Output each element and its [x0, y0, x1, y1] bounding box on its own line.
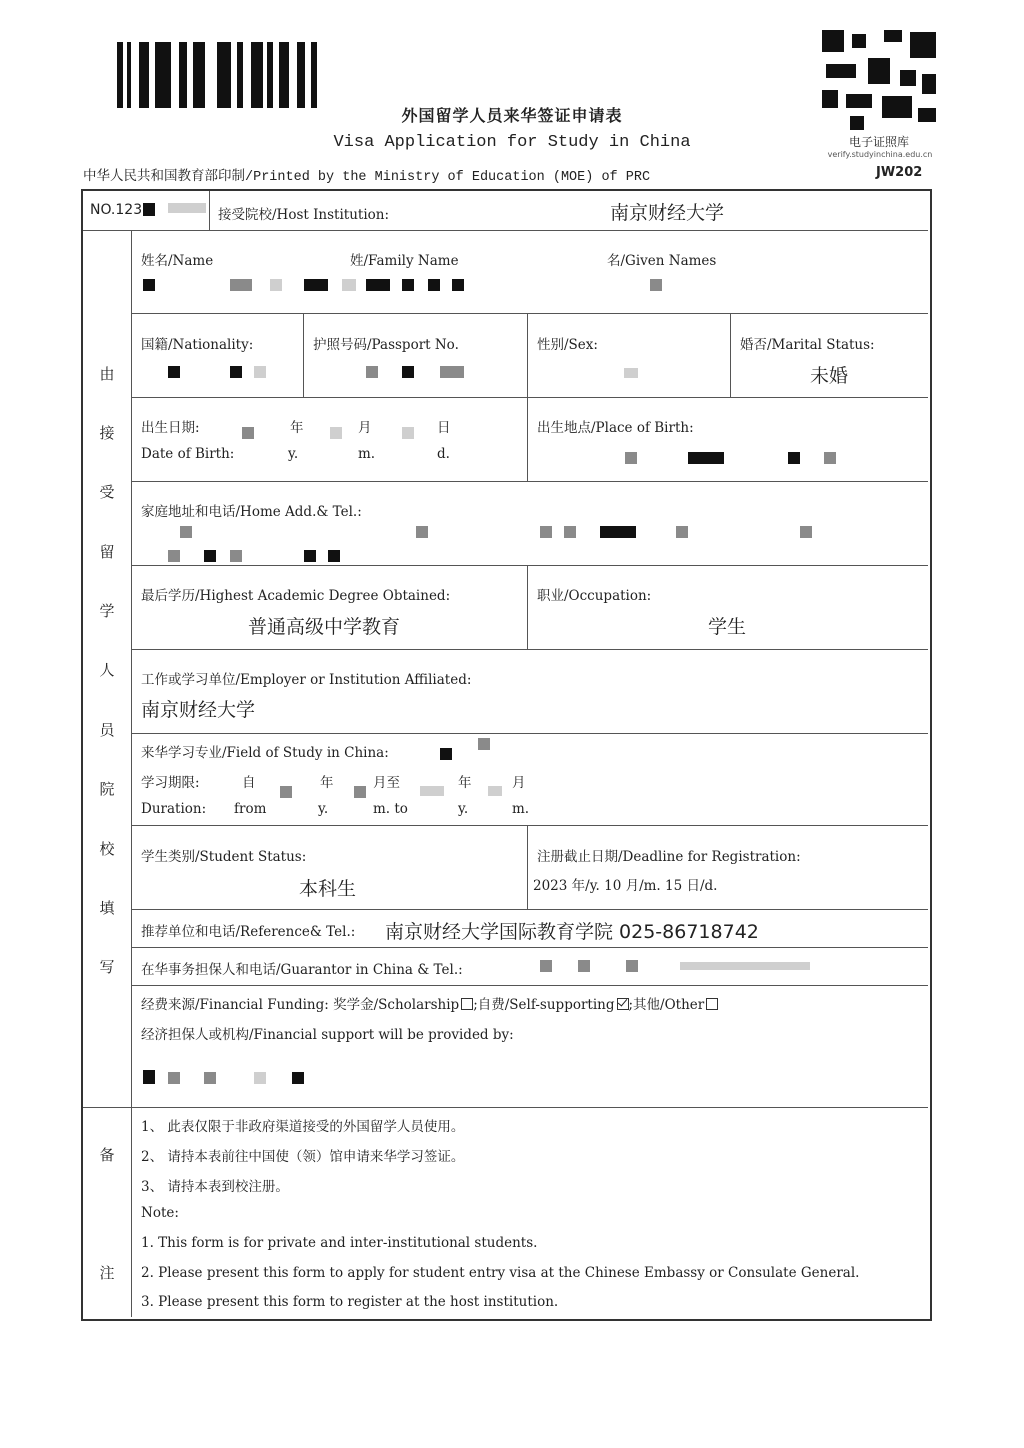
given-names-label: 名/Given Names — [607, 253, 717, 269]
reference-label: 推荐单位和电话/Reference& Tel.: — [141, 924, 356, 940]
deadline-value: 2023 年/y. 10 月/m. 15 日/d. — [533, 878, 718, 894]
dob-year-cn: 年 — [290, 420, 304, 436]
duration-y-1: y. — [318, 801, 329, 817]
occupation-value: 学生 — [708, 616, 747, 638]
notes-side-label-1: 备 — [99, 1146, 115, 1164]
duration-yue: 月 — [512, 775, 526, 791]
funding-option-scholarship: 奖学金/Scholarship — [333, 997, 460, 1013]
form-code: JW202 — [876, 165, 923, 180]
notes-side-label-2: 注 — [99, 1264, 115, 1282]
student-status-value: 本科生 — [299, 878, 357, 900]
note-line-5: 1. This form is for private and inter-institutional students. — [141, 1235, 538, 1251]
student-status-label: 学生类别/Student Status: — [141, 849, 307, 865]
family-name-label: 姓/Family Name — [350, 253, 459, 269]
form-title-chinese: 外国留学人员来华签证申请表 — [401, 106, 623, 125]
dob-day-cn: 日 — [437, 420, 451, 436]
qr-caption: 电子证照库 — [848, 135, 909, 149]
dob-month-cn: 月 — [358, 420, 372, 436]
side-label-4: 留 — [99, 543, 115, 561]
duration-nian-1: 年 — [320, 775, 334, 791]
sex-label: 性别/Sex: — [537, 337, 598, 353]
degree-label: 最后学历/Highest Academic Degree Obtained: — [141, 588, 451, 604]
degree-value: 普通高级中学教育 — [248, 616, 401, 638]
side-label-10: 填 — [99, 899, 115, 917]
note-line-3: 3、 请持本表到校注册。 — [141, 1179, 289, 1195]
nationality-label: 国籍/Nationality: — [141, 337, 254, 353]
printed-by-line: 中华人民共和国教育部印制/Printed by the Ministry of Education (MOE) of PRC — [83, 170, 651, 185]
note-line-2: 2、 请持本表前往中国使（领）馆申请来华学习签证。 — [141, 1149, 465, 1165]
host-institution-label: 接受院校/Host Institution: — [218, 207, 390, 223]
home-address-label: 家庭地址和电话/Home Add.& Tel.: — [141, 504, 362, 520]
duration-y-2: y. — [458, 801, 469, 817]
side-label-5: 学 — [99, 602, 115, 620]
scholarship-checkbox[interactable] — [461, 998, 473, 1010]
duration-from: from — [234, 801, 267, 817]
financial-funding-row — [141, 993, 718, 1013]
form-title-english: Visa Application for Study in China — [333, 133, 691, 152]
guarantor-label: 在华事务担保人和电话/Guarantor in China & Tel.: — [141, 962, 463, 978]
side-label-2: 接 — [99, 424, 115, 442]
side-label-7: 员 — [99, 721, 115, 739]
side-label-1: 由 — [99, 365, 115, 383]
dob-y: y. — [288, 446, 299, 462]
funding-option-other: ;其他/Other — [628, 997, 705, 1013]
field-of-study-label: 来华学习专业/Field of Study in China: — [141, 745, 389, 761]
side-label-8: 院 — [99, 780, 115, 798]
verify-url: verify.studyinchina.edu.cn — [827, 150, 933, 159]
financial-support-label: 经济担保人或机构/Financial support will be provided by: — [141, 1027, 514, 1043]
reference-value: 南京财经大学国际教育学院 025-86718742 — [385, 921, 759, 943]
note-line-6: 2. Please present this form to apply for student entry visa at the Chinese Embassy or Consulate General. — [141, 1265, 860, 1281]
funding-option-self: ;自费/Self-supporting — [473, 997, 615, 1013]
dob-d: d. — [437, 446, 450, 462]
marital-status-value: 未婚 — [810, 365, 849, 387]
side-label-9: 校 — [99, 840, 115, 858]
funding-label: 经费来源/Financial Funding: — [141, 997, 329, 1013]
place-of-birth-label: 出生地点/Place of Birth: — [537, 420, 694, 436]
duration-label-en: Duration: — [141, 801, 207, 817]
passport-label: 护照号码/Passport No. — [313, 337, 459, 353]
dob-label-cn: 出生日期: — [141, 420, 200, 436]
other-checkbox[interactable] — [706, 998, 718, 1010]
employer-value: 南京财经大学 — [141, 699, 256, 721]
note-line-7: 3. Please present this form to register at the host institution. — [141, 1294, 559, 1310]
duration-zi: 自 — [242, 775, 256, 791]
duration-yue-zhi: 月至 — [373, 775, 400, 791]
marital-status-label: 婚否/Marital Status: — [740, 337, 875, 353]
note-line-1: 1、 此表仅限于非政府渠道接受的外国留学人员使用。 — [141, 1119, 465, 1135]
form-number: NO.123 — [90, 202, 143, 218]
side-label-11: 写 — [99, 958, 115, 976]
host-institution-value: 南京财经大学 — [610, 202, 725, 224]
deadline-label: 注册截止日期/Deadline for Registration: — [537, 849, 801, 865]
qr-code — [822, 30, 937, 132]
occupation-label: 职业/Occupation: — [537, 588, 652, 604]
barcode — [117, 42, 322, 108]
side-label-3: 受 — [99, 483, 115, 501]
duration-m-to: m. to — [373, 801, 408, 817]
dob-label-en: Date of Birth: — [141, 446, 235, 462]
name-label: 姓名/Name — [141, 253, 214, 269]
self-supporting-checkbox[interactable] — [617, 998, 629, 1010]
duration-nian-2: 年 — [458, 775, 472, 791]
note-line-4: Note: — [141, 1205, 179, 1221]
dob-m: m. — [358, 446, 376, 462]
side-label-6: 人 — [99, 661, 115, 679]
duration-m-2: m. — [512, 801, 530, 817]
employer-label: 工作或学习单位/Employer or Institution Affiliated: — [141, 672, 472, 688]
duration-label-cn: 学习期限: — [141, 775, 200, 791]
